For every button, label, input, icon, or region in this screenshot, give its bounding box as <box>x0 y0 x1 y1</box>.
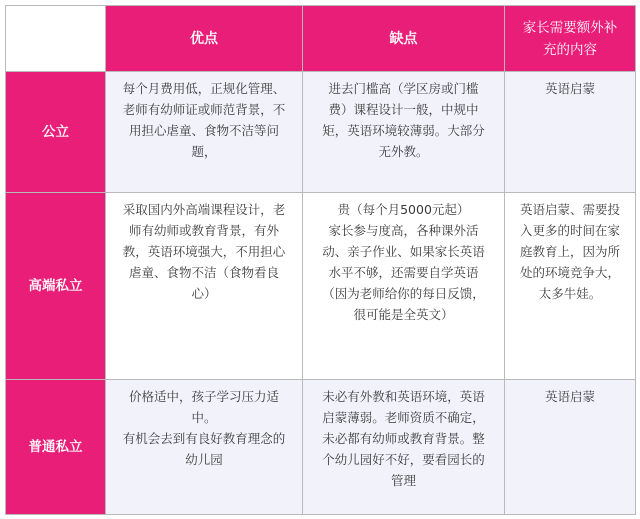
text-line: 心） <box>191 286 217 301</box>
ordinary-pros-cell <box>106 380 303 515</box>
header-cons: 缺点 <box>303 6 505 72</box>
header-row <box>6 6 636 72</box>
text-line: 个幼儿园好不好，要看园长的 <box>322 452 485 467</box>
text-line: 中。 <box>191 410 217 425</box>
text-line: 题， <box>191 144 217 159</box>
text-line: 矩，英语环境较薄弱。大部分 <box>322 123 485 138</box>
text-line: 费）课程设计一般，中规中 <box>328 102 479 117</box>
text-line: 英语启蒙 <box>544 81 595 96</box>
text-line: 有机会去到有良好教育理念的 <box>122 431 286 446</box>
text-line: 英语启蒙、需要投 <box>519 202 620 217</box>
header-extra-line-2: 充的内容 <box>543 41 597 58</box>
high-end-extra-cell <box>505 193 636 380</box>
text-line: 未必都有幼师或教育背景。整 <box>322 431 485 446</box>
text-line: 无外教。 <box>378 144 429 159</box>
text-line: （因为老师给你的每日反馈， <box>322 286 485 301</box>
header-extra-line-1: 家长需要额外补 <box>522 19 618 36</box>
text-line: 太多牛娃。 <box>538 286 602 301</box>
text-line: 启蒙薄弱。老师资质不确定， <box>322 410 485 425</box>
text-line: 幼儿园 <box>185 452 223 467</box>
kindergarten-comparison-table <box>5 5 636 515</box>
text-line: 英语启蒙 <box>544 389 595 404</box>
text-line: 虐童、食物不洁（食物看良 <box>128 265 279 280</box>
public-extra-cell <box>505 72 636 193</box>
text-line: 处的环境竞争大， <box>519 265 620 280</box>
text-line: 教，英语环境强大，不用担心 <box>122 244 286 259</box>
header-corner-cell <box>6 6 106 72</box>
text-line: 贵（每个月5000元起） <box>337 202 470 217</box>
high-end-cons-cell <box>303 193 505 380</box>
row-label-high-end-private: 高端私立 <box>6 193 106 380</box>
header-extra <box>505 6 636 72</box>
public-cons-cell <box>303 72 505 193</box>
text-line: 老师有幼师证或师范背景，不 <box>122 102 286 117</box>
row-public <box>6 72 636 193</box>
high-end-pros-cell <box>106 193 303 380</box>
text-line: 管理 <box>390 473 416 488</box>
text-line: 很可能是全英文） <box>353 307 454 322</box>
public-pros-cell <box>106 72 303 193</box>
text-line: 水平不够，还需要自学英语 <box>328 265 479 280</box>
ordinary-cons-cell <box>303 380 505 515</box>
header-pros: 优点 <box>106 6 303 72</box>
text-line: 用担心虐童、食物不洁等问 <box>128 123 279 138</box>
text-line: 师有幼师或教育背景，有外 <box>128 223 279 238</box>
text-line: 未必有外教和英语环境，英语 <box>322 389 485 404</box>
text-line: 入更多的时间在家 <box>519 223 620 238</box>
row-ordinary-private <box>6 380 636 515</box>
text-line: 动、亲子作业、如果家长英语 <box>322 244 485 259</box>
text-line: 进去门槛高（学区房或门槛 <box>328 81 479 96</box>
text-line: 庭教育上，因为所 <box>519 244 620 259</box>
text-line: 价格适中，孩子学习压力适 <box>128 389 279 404</box>
text-line: 家长参与度高，各种课外活 <box>328 223 479 238</box>
comparison-table-container <box>5 5 635 514</box>
row-high-end-private <box>6 193 636 380</box>
row-label-ordinary-private: 普通私立 <box>6 380 106 515</box>
row-label-public: 公立 <box>6 72 106 193</box>
ordinary-extra-cell <box>505 380 636 515</box>
text-line: 采取国内外高端课程设计，老 <box>122 202 286 217</box>
text-line: 每个月费用低，正规化管理、 <box>122 81 286 96</box>
